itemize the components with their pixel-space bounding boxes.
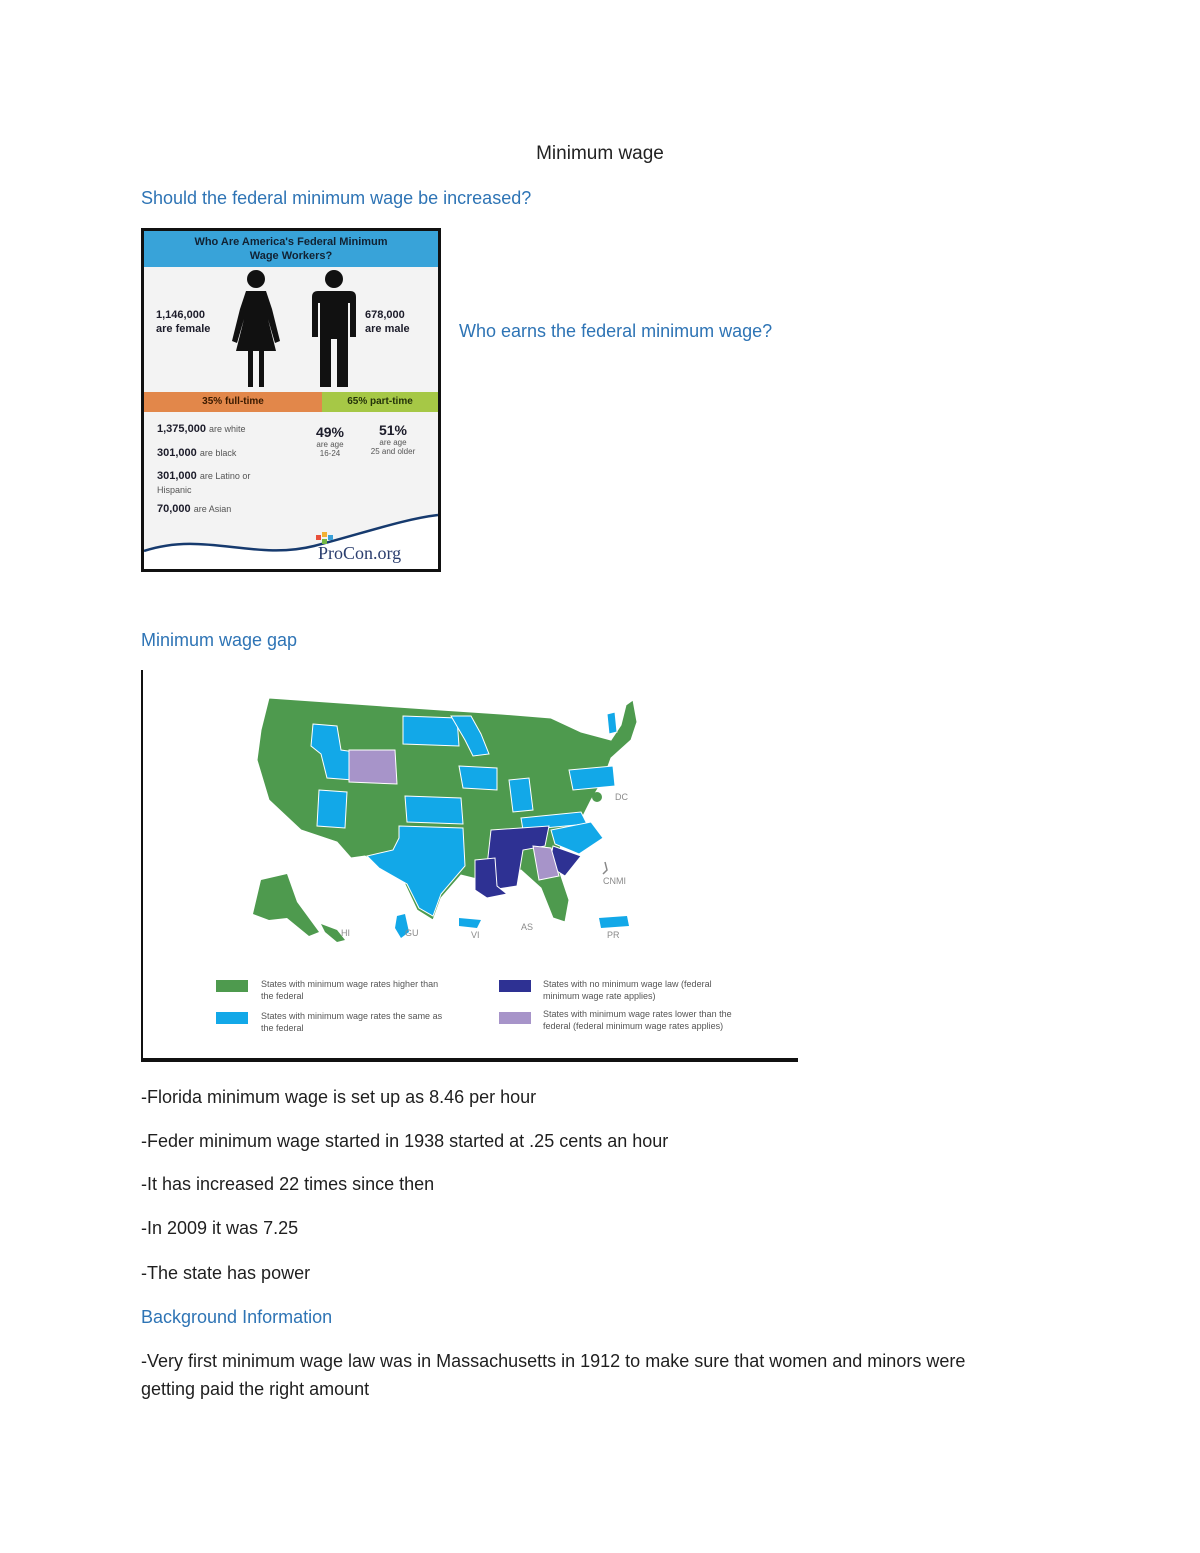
legend-higher-line2: the federal bbox=[261, 991, 304, 1001]
legend-none-line1: States with no minimum wage law (federal bbox=[543, 979, 712, 989]
legend-none-line2: minimum wage rate applies) bbox=[543, 991, 656, 1001]
white-label: are white bbox=[209, 424, 246, 434]
bullet-state-power: -The state has power bbox=[141, 1263, 311, 1283]
male-figure-icon bbox=[310, 269, 358, 391]
legend-swatch-none bbox=[499, 980, 531, 992]
latino-label-2: Hispanic bbox=[157, 485, 192, 495]
latino-label-1: are Latino or bbox=[199, 471, 251, 481]
background-paragraph-line2: getting paid the right amount bbox=[141, 1379, 370, 1399]
legend-higher-line1: States with minimum wage rates higher than bbox=[261, 979, 439, 989]
young-label-2: 16-24 bbox=[319, 449, 341, 458]
female-stat bbox=[156, 308, 210, 336]
old-pct: 51% bbox=[378, 422, 408, 438]
fulltime-bar: 35% full-time bbox=[144, 392, 322, 412]
white-stat bbox=[157, 422, 246, 436]
document-title: Minimum wage bbox=[536, 143, 664, 164]
male-stat bbox=[365, 308, 410, 336]
label-as: AS bbox=[521, 922, 534, 932]
young-pct-stat bbox=[304, 424, 356, 458]
label-hi: HI bbox=[341, 928, 350, 938]
legend-text-same bbox=[261, 1010, 442, 1034]
black-label: are black bbox=[199, 448, 237, 458]
procon-logo: ProCon.org bbox=[318, 543, 402, 563]
dc-marker bbox=[592, 792, 602, 802]
legend-lower-line2: federal (federal minimum wage rates applies) bbox=[543, 1021, 724, 1031]
bullet-2009: -In 2009 it was 7.25 bbox=[141, 1218, 299, 1238]
cnmi-marker bbox=[603, 862, 607, 874]
figure-bottom-border bbox=[141, 1058, 798, 1062]
parttime-bar: 65% part-time bbox=[322, 392, 438, 412]
young-label-1: are age bbox=[316, 440, 344, 449]
section-heading-increase: Should the federal minimum wage be increased? bbox=[141, 188, 532, 208]
legend-swatch-lower bbox=[499, 1012, 531, 1024]
legend-swatch-same bbox=[216, 1012, 248, 1024]
female-figure-icon bbox=[228, 269, 284, 391]
label-gu: GU bbox=[405, 928, 419, 938]
legend-text-lower bbox=[543, 1008, 732, 1032]
infographic-title-line1: Who Are America's Federal Minimum bbox=[194, 236, 388, 248]
asian-count: 70,000 bbox=[157, 503, 191, 515]
legend-swatch-higher bbox=[216, 980, 248, 992]
section-heading-who-earns: Who earns the federal minimum wage? bbox=[459, 321, 773, 341]
label-dc: DC bbox=[615, 792, 628, 802]
legend-same-line1: States with minimum wage rates the same as bbox=[261, 1011, 443, 1021]
white-count: 1,375,000 bbox=[157, 423, 206, 435]
male-label: are male bbox=[365, 323, 410, 335]
infographic-header bbox=[144, 231, 438, 267]
female-count: 1,146,000 bbox=[156, 309, 205, 321]
legend-same-line2: the federal bbox=[261, 1023, 304, 1033]
bullet-increased: -It has increased 22 times since then bbox=[141, 1174, 435, 1194]
young-pct: 49% bbox=[315, 424, 345, 440]
label-cnmi: CNMI bbox=[603, 876, 626, 886]
legend-lower-line1: States with minimum wage rates lower than the bbox=[543, 1009, 732, 1019]
old-label-1: are age bbox=[379, 438, 407, 447]
legend-text-none bbox=[543, 978, 712, 1002]
asian-label: are Asian bbox=[193, 504, 232, 514]
latino-count: 301,000 bbox=[157, 470, 197, 482]
label-pr: PR bbox=[607, 930, 620, 940]
male-count: 678,000 bbox=[365, 309, 405, 321]
minimum-wage-map-figure bbox=[141, 670, 798, 1064]
black-stat bbox=[157, 446, 236, 460]
section-heading-background: Background Information bbox=[141, 1307, 333, 1327]
background-paragraph-line1: -Very first minimum wage law was in Massachusetts in 1912 to make sure that women and minors were bbox=[141, 1351, 966, 1371]
legend-text-higher bbox=[261, 978, 438, 1002]
old-label-2: 25 and older bbox=[370, 447, 416, 456]
us-states-map bbox=[141, 670, 798, 970]
black-count: 301,000 bbox=[157, 447, 197, 459]
bullet-1938: -Feder minimum wage started in 1938 started at .25 cents an hour bbox=[141, 1131, 669, 1151]
section-heading-wage-gap: Minimum wage gap bbox=[141, 630, 298, 650]
female-label: are female bbox=[156, 323, 211, 335]
old-pct-stat bbox=[362, 422, 424, 456]
latino-stat bbox=[157, 469, 250, 497]
infographic-federal-min-wage-workers bbox=[141, 228, 441, 572]
bullet-florida: -Florida minimum wage is set up as 8.46 per hour bbox=[141, 1087, 537, 1107]
label-vi: VI bbox=[471, 930, 480, 940]
infographic-title-line2: Wage Workers? bbox=[249, 250, 333, 262]
